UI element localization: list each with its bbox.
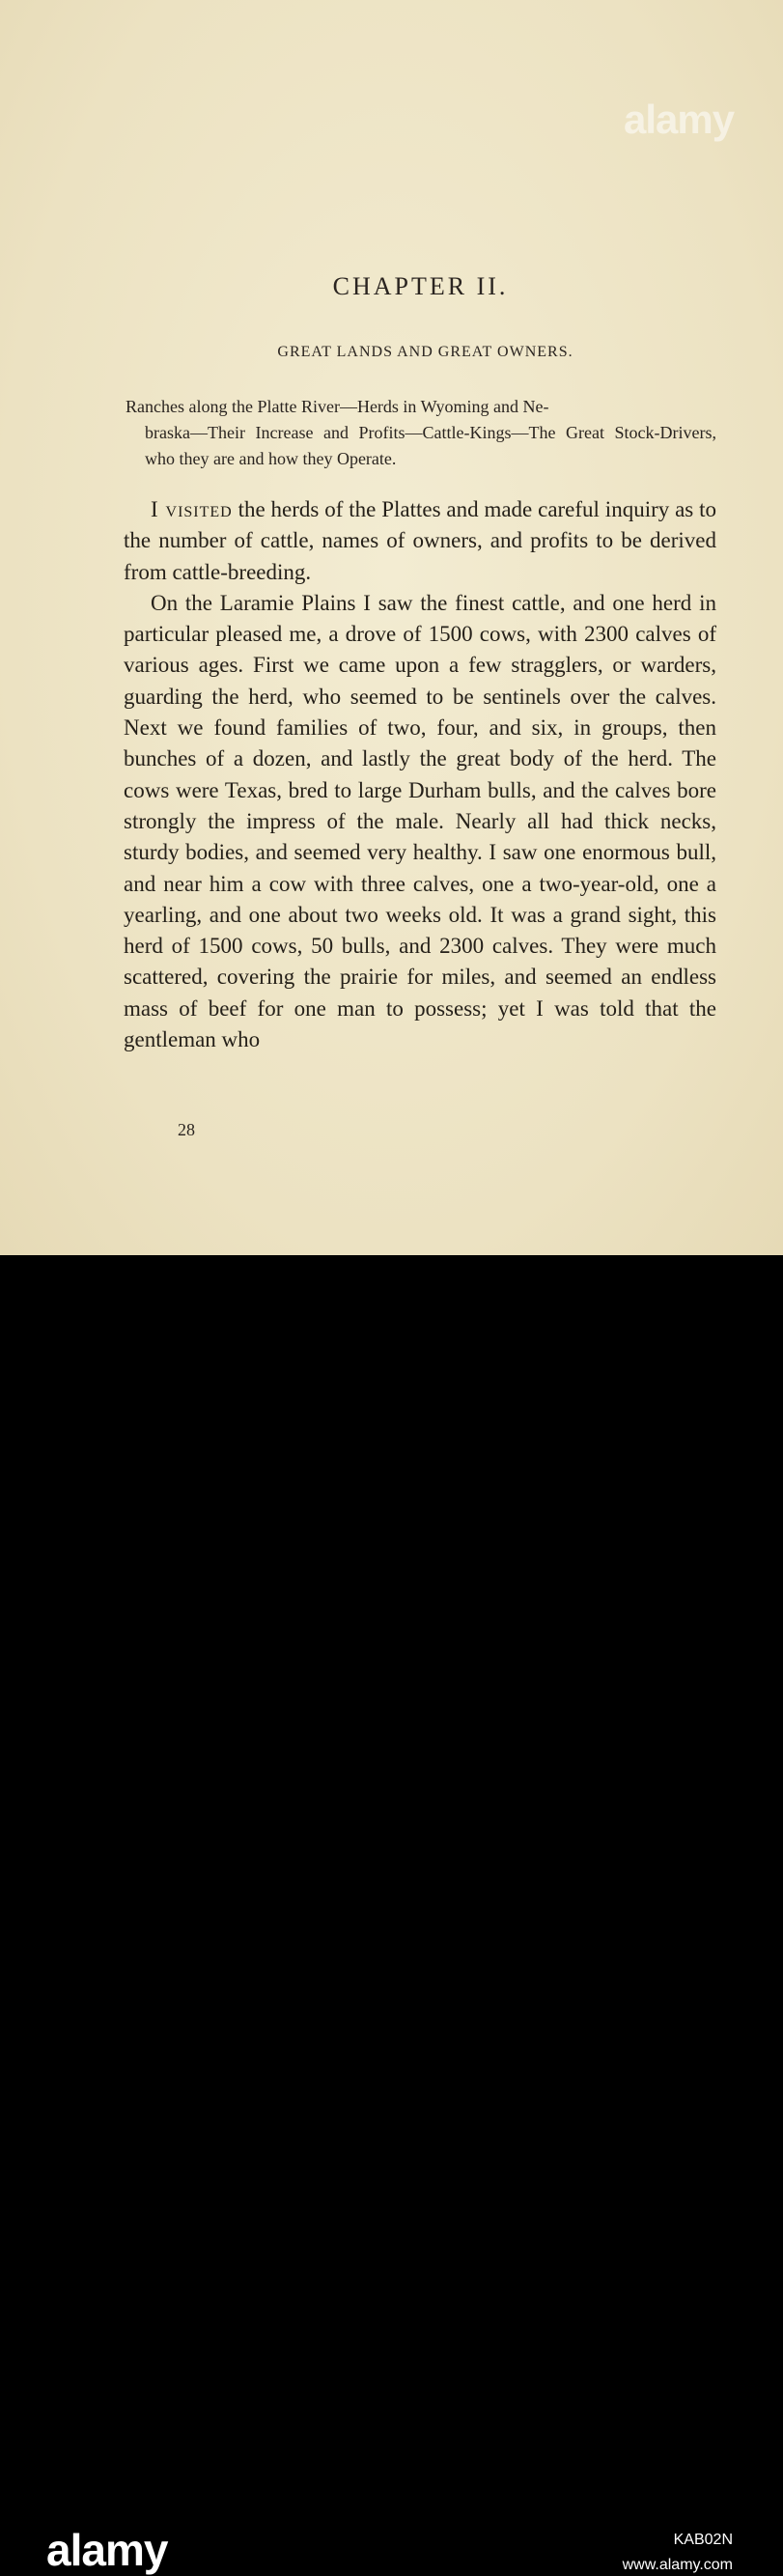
chapter-title: CHAPTER II. bbox=[332, 272, 509, 300]
summary-continuation: braska—Their Increase and Profits—Cattle-Kings—The Great Stock-Drivers, who they are and how they Operate. bbox=[145, 423, 716, 468]
watermark: alamy bbox=[624, 97, 735, 142]
image-id: KAB02N bbox=[673, 2532, 733, 2548]
paragraph-2: On the Laramie Plains I saw the finest cattle, and one herd in particular pleased me, a drove of 1500 cows, with 2300 calves of various ages. First we came upon a few stragglers, or warders, guarding the herd, who seemed to be sentinels over the calves. Next we found families of two, four, and six, in groups, then bunches of a dozen, and lastly the great body of the herd. The cows were Texas, bred to large Durham bulls, and the calves bore strongly the impress of the male. Nearly all had thick necks, sturdy bodies, and seemed very healthy. I saw one enormous bull, and near him a cow with three calves, one a two-year-old, one a yearling, and one about two weeks old. It was a grand sight, this herd of 1500 cows, 50 bulls, and 2300 calves. They were much scattered, covering the prairie for miles, and seemed an endless mass of beef for one man to possess; yet I was told that the gentleman who bbox=[124, 590, 716, 1052]
paragraph-1-rest: the herds of the Plattes and made careful inquiry as to the number of cattle, names of owners, and profits to be derived from cattle-breeding. bbox=[124, 497, 717, 584]
footer-url: www.alamy.com bbox=[622, 2557, 733, 2573]
summary-line-1: Ranches along the Platte River—Herds in Wyoming and Ne- bbox=[126, 397, 549, 416]
book-page bbox=[0, 0, 783, 1255]
page-number: 28 bbox=[178, 1120, 195, 1139]
paragraph-1 bbox=[124, 494, 716, 588]
footer-logo: alamy bbox=[46, 2525, 168, 2575]
chapter-summary bbox=[126, 394, 716, 472]
body-text bbox=[124, 494, 716, 1055]
paragraph-1-lead: I visited bbox=[151, 497, 233, 521]
chapter-subtitle: GREAT LANDS AND GREAT OWNERS. bbox=[277, 344, 573, 360]
footer-bar bbox=[0, 1255, 783, 2575]
